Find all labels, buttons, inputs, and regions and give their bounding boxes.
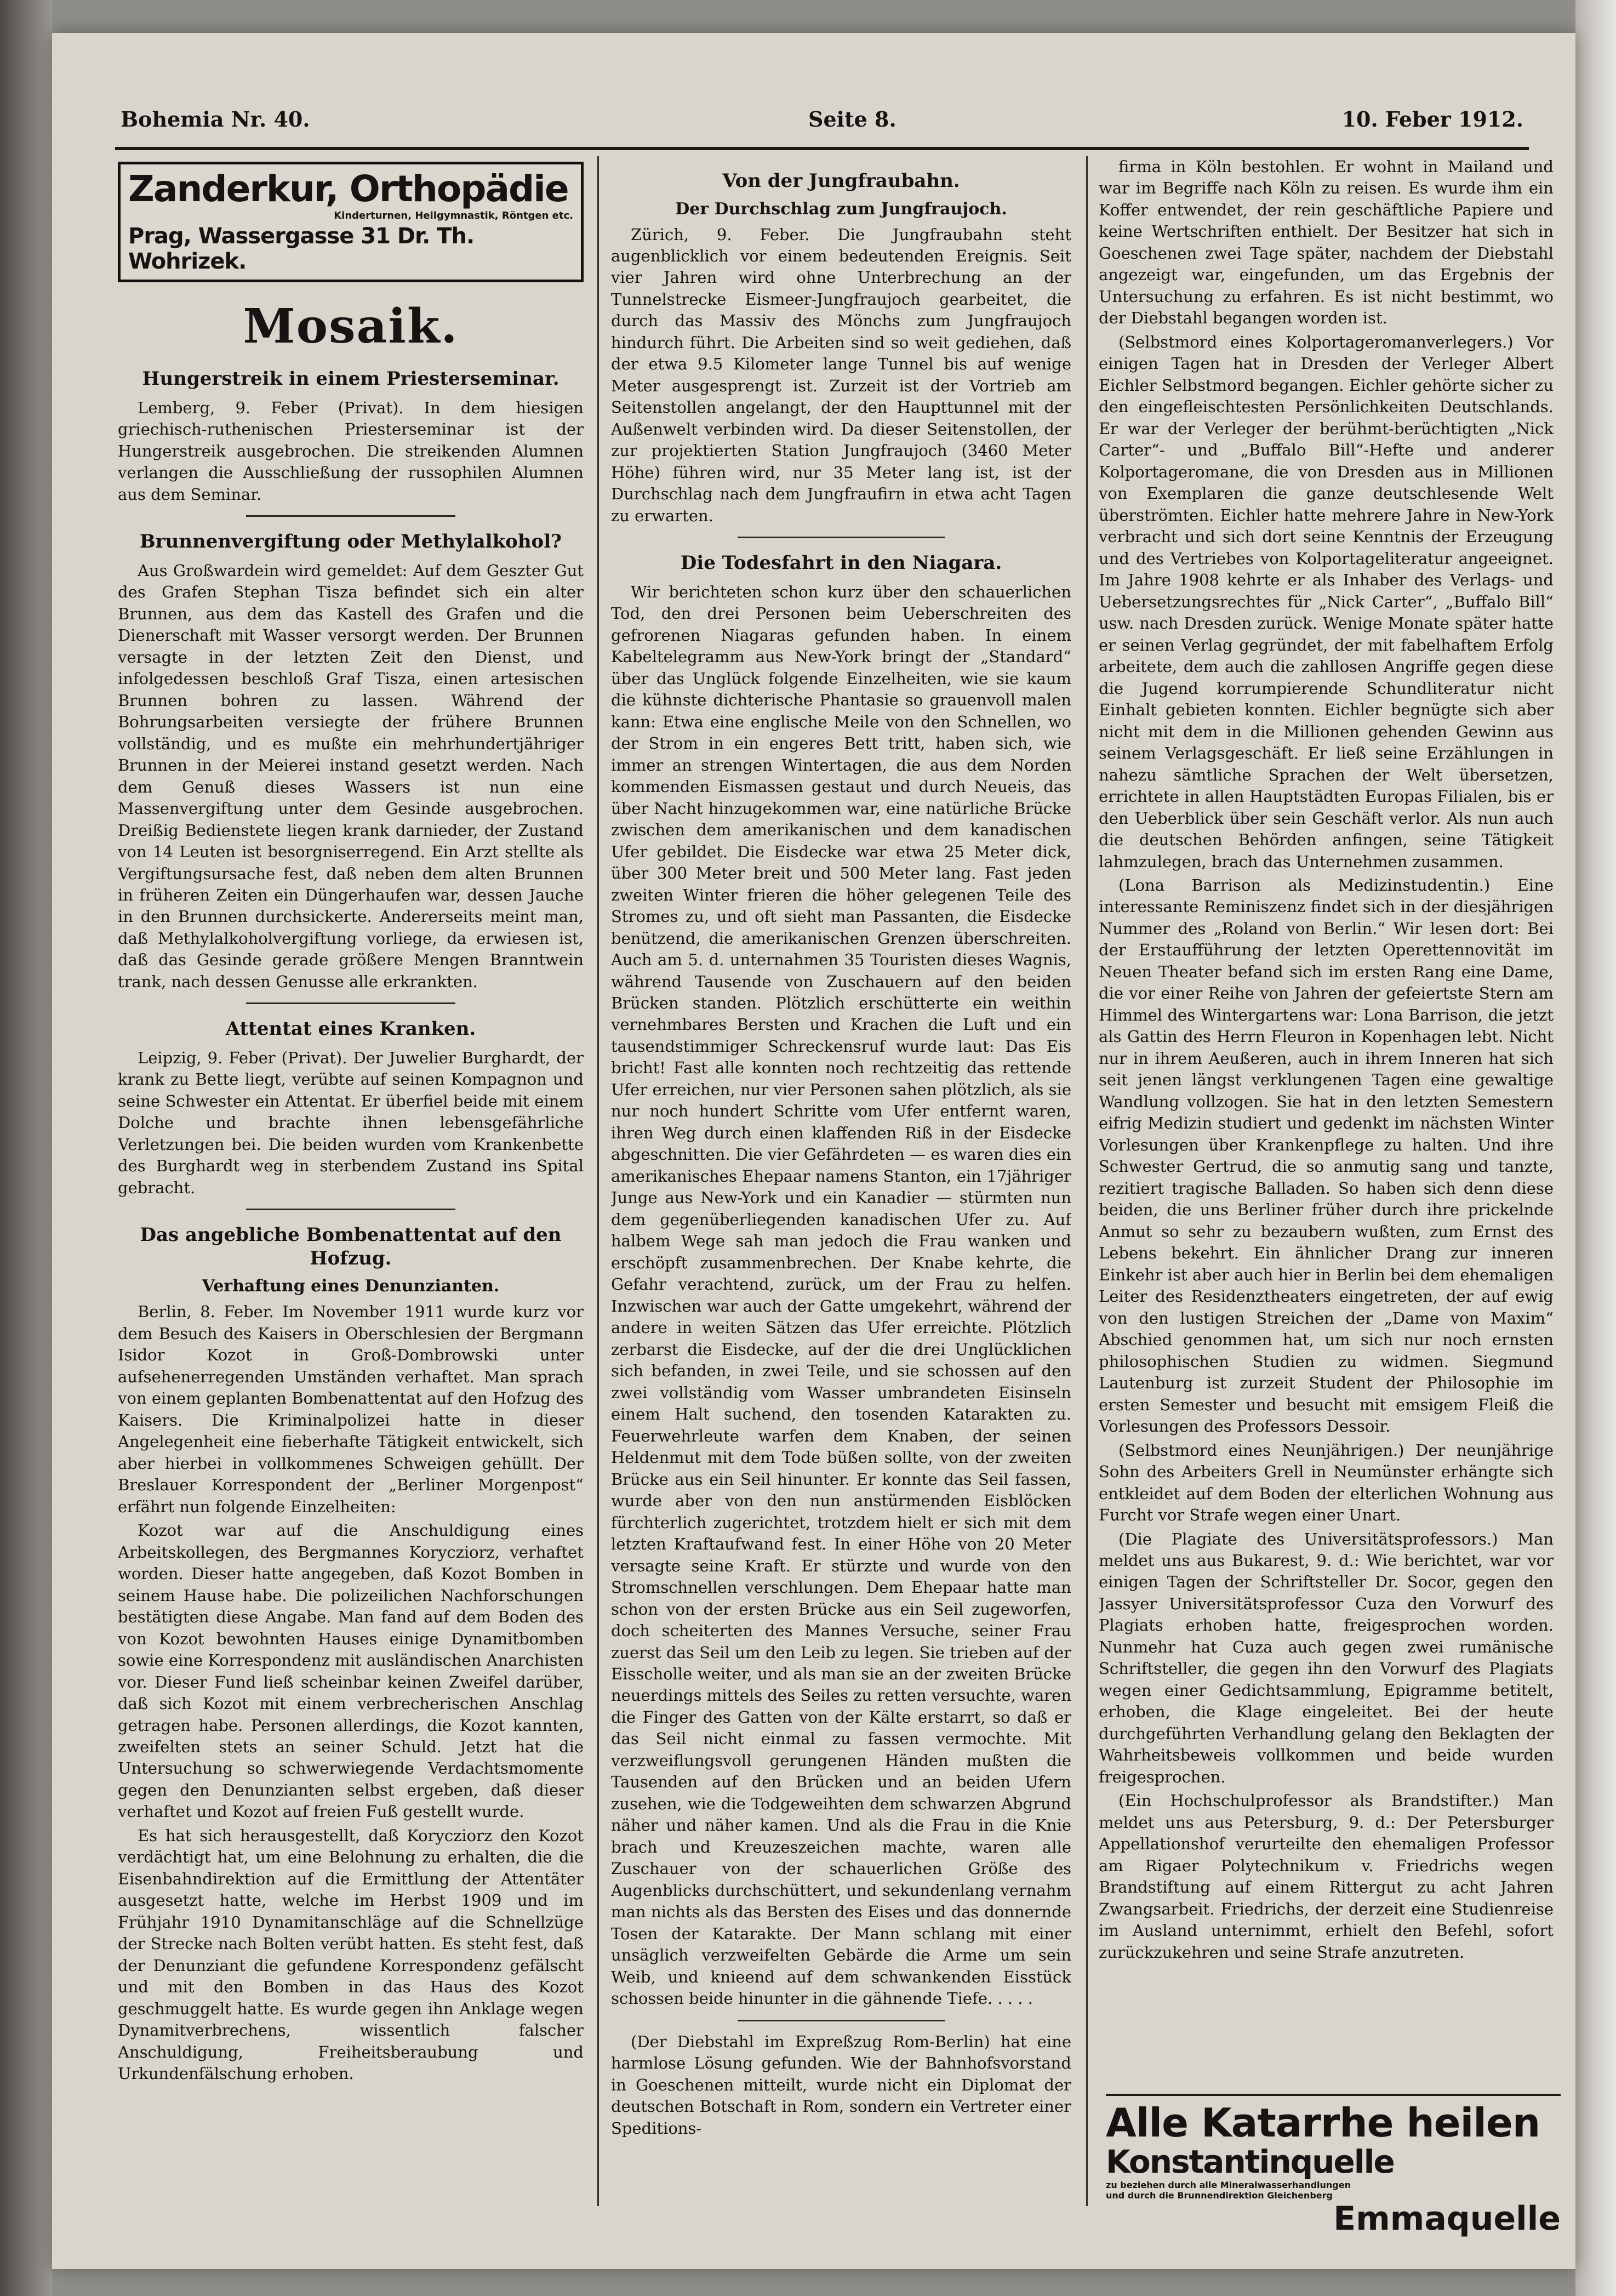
article-text: Zürich, 9. Feber. Die Jungfraubahn steht augenblicklich vor einem bedeutenden Ereignis. Seit vier Jahren wird ohne Unterbrechung an der Tunnelstrecke Eismeer-Jungfraujoch gearbeitet, die durch das Massiv des Mönchs zum Jungfraujoch hindurch führt. Die Arbeiten sind so weit gediehen, daß der etwa 9.5 Kilometer lange Tunnel bis auf wenige Meter ausgesprengt ist. Zurzeit ist der Vortrieb am Seitenstollen angelangt, der den Haupttunnel mit der Außenwelt verbinden wird. Da dieser Seitenstollen, der zur projektierten Station Jungfraujoch (3460 Meter Höhe) führen wird, nur 35 Meter lang ist, ist der Durchschlag nach dem Jungfraufirn in etwa acht Tagen zu erwarten. [611, 225, 1071, 525]
section-title: Mosaik. [243, 299, 459, 355]
page-header [121, 107, 1523, 145]
ad-headline: Alle Katarrhe heilen [1106, 2100, 1540, 2146]
article-title: Brunnenvergiftung oder Methylalkohol? [139, 531, 562, 553]
page-number: Seite 8. [808, 107, 896, 132]
article-text: Leipzig, 9. Feber (Privat). Der Juwelier Burghardt, der krank zu Bette liegt, verübte auf seinen Kompagnon und seine Schwester ein Attentat. Er überfiel beide mit einem Dolche und brachte ihnen lebensgefährliche Verletzungen bei. Die beiden wurden vom Krankenbette des Burghardt weg in sterbendem Zustand ins Spital gebracht. [118, 1048, 584, 1197]
article-title: Das angebliche Bombenattentat auf den Hofzug. [140, 1224, 562, 1269]
article-text: Berlin, 8. Feber. Im November 1911 wurde kurz vor dem Besuch des Kaisers in Oberschlesien der Bergmann Isidor Kozot in Groß-Dombrowski unter aufsehenerregenden Umständen verhaftet. Man sprach von einem geplanten Bombenattentat auf den Hofzug des Kaisers. Die Kriminalpolizei hatte in dieser Angelegenheit eine fieberhafte Tätigkeit entwickelt, sich aber hierbei in vollkommenes Schweigen gehüllt. Der Breslauer Korrespondent der „Berliner Morgenpost“ erfährt nun folgende Einzelheiten: [118, 1302, 584, 1516]
ad-address: Prag, Wassergasse 31 Dr. Th. Wohrizek. [128, 224, 475, 275]
article-text: Wir berichteten schon kurz über den schauerlichen Tod, den drei Personen beim Ueberschreiten des gefrorenen Niagaras gefunden haben. In einem Kabeltelegramm aus New-York bringt der „Standard“ über das Unglück folgende Einzelheiten, wie sie kaum die kühnste dichterische Phantasie so grauenvoll malen kann: Etwa eine englische Meile von den Schnellen, wo der Strom in ein engeres Bett tritt, haben sich, wie immer an strengen Wintertagen, die aus dem Norden kommenden Eismassen gestaut und durch Neueis, das über Nacht hinzugekommen war, eine natürliche Brücke zwischen dem amerikanischen und dem kanadischen Ufer gebildet. Die Eisdecke war etwa 25 Meter dick, über 300 Meter breit und 500 Meter lang. Fast jeden zweiten Winter frieren die höher gelegenen Teile des Stromes zu, und oft sieht man Passanten, die Eisdecke benützend, die amerikanischen Grenzen überschreiten. Auch am 5. d. unternahmen 35 Touristen dieses Wagnis, während Tausende von Zuschauern auf den beiden Brücken standen. Plötzlich erschütterte ein weithin vernehmbares Bersten und Krachen die Luft und ein tausendstimmiger Schreckensruf wurde laut: Das Eis bricht! Fast alle konnten noch rechtzeitig das rettende Ufer erreichen, nur vier Personen sahen plötzlich, als sie nur noch hundert Schritte vom Ufer entfernt waren, ihren Weg durch einen klaffenden Riß in der Eisdecke abgeschnitten. Die vier Gefährdeten — es waren dies ein amerikanisches Ehepaar namens Stanton, ein 17jähriger Junge aus New-York und ein Kanadier — stürmten nun dem gegenüberliegenden kanadischen Ufer zu. Auf halbem Wege sah man jedoch die Frau wanken und erschöpft zusammenbrechen. Der Knabe kehrte, die Gefahr verachtend, zurück, um der Frau zu helfen. Inzwischen war auch der Gatte umgekehrt, während der andere in weiten Sätzen das Ufer erreichte. Plötzlich zerbarst die Eisdecke, auf der die drei Unglücklichen sich befanden, in zwei Teile, und sie schossen auf den zwei vollständig vom Wasser umbrandeten Eisinseln einem Halt suchend, den tosenden Katarakten zu. Feuerwehrleute warfen dem Knaben, der seinen Heldenmut mit dem Tode büßen sollte, von der zweiten Brücke aus ein Seil hinunter. Er konnte das Seil fassen, wurde aber von den nun anstürmenden Eisblöcken fürchterlich zugerichtet, trotzdem hielt er sich mit dem letzten Kraftaufwand fest. In einer Höhe von 20 Meter versagte seine Kraft. Er stürzte und wurde von den Stromschnellen verschlungen. Dem Ehepaar hatte man schon von der ersten Brücke aus ein Seil zugeworfen, doch scheiterten des Mannes Versuche, seiner Frau zuerst das Seil um den Leib zu legen. Sie trieben auf der Eisscholle weiter, und als man sie an der zweiten Brücke neuerdings mittels des Seiles zu retten versuchte, waren die Finger des Gatten von der Kälte erstarrt, so daß er das Seil nicht einmal zu fassen vermochte. Mit verzweiflungsvoll gerungenen Händen mußten die Tausenden auf den Brücken und an beiden Ufern zusehen, wie die Todgeweihten dem schwarzen Abgrund näher und näher kamen. Und als die Frau in die Knie brach und Kreuzeszeichen machte, waren alle Zuschauer von der schauerlichen Größe des Augenblicks durchschüttert, und sekundenlang vernahm man nichts als das Bersten des Eises und das donnernde Tosen der Katarakte. Der Mann schlang mit einer unsäglich verzweifelten Gebärde die Arme um sein Weib, und knieend auf dem schwankenden Eisstück schossen beide hinunter in die gähnende Tiefe. . . . . [611, 582, 1071, 2008]
advertisement-katarrhe [1106, 2094, 1561, 2238]
article-separator [246, 1002, 456, 1004]
article-subtitle: Verhaftung eines Denunzianten. [202, 1277, 500, 1296]
article-title: Hungerstreik in einem Priesterseminar. [142, 368, 559, 390]
column-1 [118, 156, 584, 2228]
article-separator [738, 2020, 945, 2021]
ad-title: Zanderkur, Orthopädie [128, 168, 568, 210]
article-separator [738, 537, 945, 538]
column-divider-2 [1086, 156, 1088, 2206]
header-rule [115, 147, 1529, 150]
article-title: Attentat eines Kranken. [225, 1018, 476, 1040]
article-separator [246, 515, 456, 517]
advertisement-zanderkur [118, 162, 584, 282]
column-3 [1099, 156, 1554, 2086]
article-separator [246, 1209, 456, 1210]
ad-product-1: Konstantinquelle [1106, 2143, 1394, 2181]
ad-product-2: Emmaquelle [1333, 2199, 1561, 2238]
article-text: Kozot war auf die Anschuldigung eines Arbeitskollegen, des Bergmannes Korycziorz, verhaftet worden. Dieser hatte angegeben, daß Kozot Bomben in seinem Hause habe. Die polizeilichen Nachforschungen bestätigten diese Angabe. Man fand auf dem Boden des von Kozot bewohnten Hauses einige Dynamitbomben sowie eine Korrespondenz mit ausländischen Anarchisten vor. Dieser Fund ließ scheinbar keinen Zweifel darüber, daß sich Kozot mit einem verbrecherischen Anschlag getragen habe. Personen allerdings, die Kozot kannten, zweifelten stets an seiner Schuld. Jetzt hat die Untersuchung so schwerwiegende Verdachtsmomente gegen den Denunzianten selbst ergeben, daß dieser verhaftet und Kozot auf freien Fuß gestellt wurde. [118, 1521, 584, 1821]
ad-note: zu beziehen durch alle Mineralwasserhandlungen [1106, 2179, 1351, 2190]
article-text: Lemberg, 9. Feber (Privat). In dem hiesigen griechisch-ruthenischen Priesterseminar ist der Hungerstreik ausgebrochen. Die streikenden Alumnen verlangen die Ausschließung der russophilen Alumnen aus dem Seminar. [118, 398, 584, 504]
article-text: Es hat sich herausgestellt, daß Korycziorz den Kozot verdächtigt hat, um eine Belohnung zu erhalten, die die Eisenbahndirektion auf die Ermittlung der Attentäter ausgesetzt hatte, welche im Herbst 1909 und im Frühjahr 1910 Dynamitanschläge auf die Schnellzüge der Strecke nach Bolten verübt hatten. Es steht fest, daß der Denunziant die gefundene Korrespondenz gefälscht und mit den Bomben in das Haus des Kozot geschmuggelt hatte. Es wurde gegen ihn Anklage wegen Dynamitverbrechens, wissentlich falscher Anschuldigung, Freiheitsberaubung und Urkundenfälschung erhoben. [118, 1826, 584, 2083]
scan-left-edge [0, 0, 52, 2296]
issue-date: 10. Feber 1912. [1341, 107, 1523, 132]
article-text: (Selbstmord eines Kolportageromanverlegers.) Vor einigen Tagen hat in Dresden der Verleger Albert Eichler Selbstmord begangen. Eichler gehörte sicher zu den eingefleischtesten Persönlichkeiten Deutschlands. Er war der Verleger der berühmt-berüchtigten „Nick Carter“- und „Buffalo Bill“-Hefte und anderer Kolportageromane, die von Dresden aus in Millionen von Exemplaren die ganze deutschlesende Welt überströmten. Eichler hatte mehrere Jahre in New-York verbracht und sich dort seine Kenntnis der Erzeugung und des Vertriebes von Kolportageliteratur angeeignet. Im Jahre 1908 kehrte er als Inhaber des Verlags- und Uebersetzungsrechtes für „Nick Carter“, „Buffalo Bill“ usw. nach Dresden zurück. Wenige Monate später hatte er seinen Verlag gegründet, der mit fabelhaftem Erfolg arbeitete, dem auch die zahllosen Angriffe gegen diese die Jugend korrumpierende Schundliteratur nicht Einhalt gebieten konnten. Eichler begnügte sich aber nicht mit dem in die Millionen gehenden Gewinn aus seinem Verlagsgeschäft. Er ließ seine Erzählungen in nahezu sämtliche Sprachen der Welt übersetzen, errichtete in allen Hauptstädten Europas Filialen, bis er den Ueberblick über sein Geschäft verlor. Als nun auch die deutschen Behörden anfingen, seine Tätigkeit lahmzulegen, brach das Unternehmen zusammen. [1099, 332, 1554, 871]
article-text: firma in Köln bestohlen. Er wohnt in Mailand und war im Begriffe nach Köln zu reisen. Es wurde ihm ein Koffer entwendet, der rein geschäftliche Papiere und keine Wertschriften enthielt. Der Besitzer hat sich in Goeschenen zwei Tage später, nachdem der Diebstahl angezeigt war, eingefunden, um das Ergebnis der Untersuchung zu erfahren. Es ist nicht bestimmt, wo der Diebstahl begangen worden ist. [1099, 157, 1554, 328]
ad-subtitle: Kinderturnen, Heilgymnastik, Röntgen etc. [334, 210, 573, 222]
article-title: Die Todesfahrt in den Niagara. [680, 552, 1002, 574]
article-text: (Lona Barrison als Medizinstudentin.) Eine interessante Reminiszenz findet sich in der diesjährigen Nummer des „Roland von Berlin.“ Wir lesen dort: Bei der Erstaufführung der letzten Operettennovität im Neuen Theater befand sich im ersten Rang eine Dame, die vor einer Reihe von Jahren der gefeiertste Stern am Himmel des Wintergartens war: Lona Barrison, die jetzt als Gattin des Herrn Fleuron in Kopenhagen lebt. Nicht nur in ihrem Aeußeren, auch in ihrem Inneren hat sich seit jenen längst verklungenen Tagen eine gewaltige Wandlung vollzogen. Sie hat in den letzten Semestern eifrig Medizin studiert und gedenkt im nächsten Winter Vorlesungen über Krankenpflege zu halten. Und ihre Schwester Gertrud, die so anmutig sang und tanzte, rezitiert tragische Balladen. So haben sich denn diese beiden, die uns Berliner früher durch ihre prickelnde Anmut so sehr zu bezaubern wußten, zum Ernst des Lebens bekehrt. Ein ähnlicher Drang zur inneren Einkehr ist aber auch hier in Berlin bei dem ehemaligen Leiter des Residenztheaters eingetreten, der auf ewig von den lustigen Streichen der „Dame von Maxim“ Abschied genommen hat, um sich nur noch ernsten philosophischen Studien zu widmen. Siegmund Lautenburg ist zurzeit Student der Philosophie im ersten Semester und besucht mit emsigem Fleiß die Vorlesungen des Professors Dessoir. [1099, 875, 1554, 1436]
issue-label: Bohemia Nr. 40. [121, 107, 310, 132]
article-text: (Selbstmord eines Neunjährigen.) Der neunjährige Sohn des Arbeiters Grell in Neumünster erhängte sich entkleidet auf dem Boden der elterlichen Wohnung aus Furcht vor Strafe wegen einer Unart. [1099, 1440, 1554, 1525]
article-title: Von der Jungfraubahn. [722, 170, 960, 192]
column-divider-1 [597, 156, 599, 2206]
article-text: (Der Diebstahl im Expreßzug Rom-Berlin) hat eine harmlose Lösung gefunden. Wie der Bahnhofsvorstand in Goeschenen mitteilt, wurde nicht ein Diplomat der deutschen Botschaft in Rom, sondern ein Vertreter einer Speditions- [611, 2032, 1071, 2138]
article-text: Aus Großwardein wird gemeldet: Auf dem Geszter Gut des Grafen Stephan Tisza befindet sich ein alter Brunnen, aus dem das Kastell des Grafen und die Dienerschaft mit Wasser versorgt werden. Der Brunnen versagte in der letzten Zeit den Dienst, und infolgedessen beschloß Graf Tisza, einen artesischen Brunnen bohren zu lassen. Während der Bohrungsarbeiten versiegte der frühere Brunnen vollständig, und es mußte ein mehrhundertjähriger Brunnen in der Meierei instand gesetzt werden. Nach dem Genuß dieses Wassers ist nun eine Massenvergiftung unter dem Gesinde ausgebrochen. Dreißig Bedienstete liegen krank darnieder, der Zustand von 14 Leuten ist besorgniserregend. Ein Arzt stellte als Vergiftungsursache fest, daß neben dem alten Brunnen in früheren Zeiten ein Düngerhaufen war, dessen Jauche in den Brunnen durchsickerte. Andererseits meint man, daß Methylalkoholvergiftung vorliege, da erwiesen ist, daß das Gesinde gerade größere Mengen Branntwein trank, nach dessen Genusse alle erkrankten. [118, 561, 584, 991]
ad-note-2: und durch die Brunnendirektion Gleichenberg [1106, 2190, 1333, 2201]
scan-right-edge [1575, 0, 1616, 2296]
column-2 [611, 156, 1071, 2228]
article-text: (Ein Hochschulprofessor als Brandstifter.) Man meldet uns aus Petersburg, 9. d.: Der Petersburger Appellationshof verurteilte den ehemaligen Professor am Rigaer Polytechnikum v. Friedrichs wegen Brandstiftung auf einem Rittergut zu acht Jahren Zwangsarbeit. Friedrichs, der derzeit eine Studienreise im Ausland unternimmt, erhielt den Befehl, sofort zurückzukehren und seine Strafe anzutreten. [1099, 1791, 1554, 1962]
article-text: (Die Plagiate des Universitätsprofessors.) Man meldet uns aus Bukarest, 9. d.: Wie berichtet, war vor einigen Tagen der Schriftsteller Dr. Socor, gegen den Jassyer Universitätsprofessor Cuza den Vorwurf des Plagiats erhoben hatte, freigesprochen worden. Nunmehr hat Cuza auch gegen zwei rumänische Schriftsteller, die gegen ihn den Vorwurf des Plagiats wegen einer Gedichtsammlung, Epigramme betitelt, erhoben, die Klage eingeleitet. Bei der heute durchgeführten Verhandlung gelang den Beklagten der Wahrheitsbeweis vollkommen und beide wurden freigesprochen. [1099, 1529, 1554, 1786]
article-subtitle: Der Durchschlag zum Jungfraujoch. [675, 199, 1007, 219]
